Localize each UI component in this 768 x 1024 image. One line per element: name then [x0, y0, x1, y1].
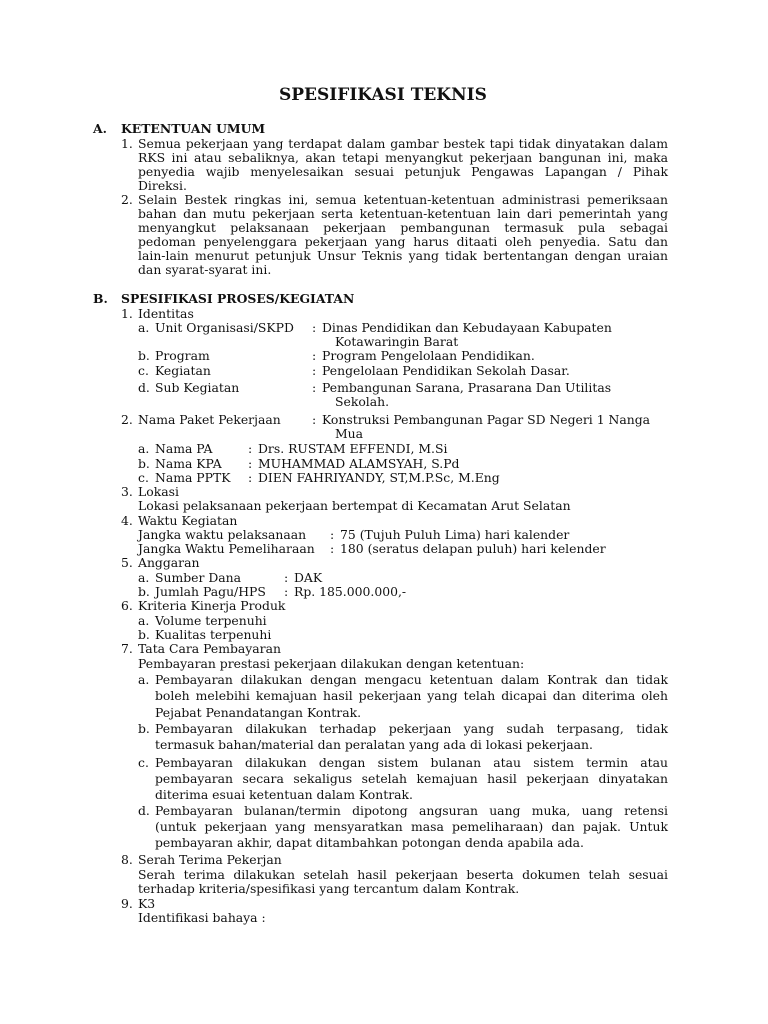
pejabat-c-label: Nama PPTK [155, 470, 231, 485]
section-a-item-1-number: 1. [121, 136, 133, 151]
section-a-heading: KETENTUAN UMUM [121, 121, 266, 136]
pembayaran-c-line: diterima esuai ketentuan dalam Kontrak. [155, 787, 413, 802]
pejabat-b-value: MUHAMMAD ALAMSYAH, S.Pd [258, 456, 460, 471]
b-item-7-number: 7. [121, 641, 133, 656]
b-item-1-label: Identitas [138, 306, 194, 321]
b-item-8-number: 8. [121, 852, 133, 867]
pejabat-a-sep: : [248, 441, 253, 456]
section-a-item-1-line: Direksi. [138, 178, 187, 193]
identitas-a-label: Unit Organisasi/SKPD [155, 320, 294, 335]
identitas-b-label: Program [155, 348, 210, 363]
pembayaran-b-letter: b. [138, 721, 150, 736]
anggaran-b-label: Jumlah Pagu/HPS [155, 584, 266, 599]
anggaran-a-sep: : [284, 570, 289, 585]
b-item-7-label: Tata Cara Pembayaran [138, 641, 281, 656]
pembayaran-d-line: pembayaran akhir, dapat ditambahkan potongan denda apabila ada. [155, 835, 584, 850]
b-item-9-number: 9. [121, 896, 133, 911]
pembayaran-c-line: Pembayaran dilakukan dengan sistem bulanan atau sistem termin atau [155, 755, 668, 770]
pembayaran-a-line: Pembayaran dilakukan dengan mengacu ketentuan dalam Kontrak dan tidak [155, 672, 668, 687]
pejabat-a-value: Drs. RUSTAM EFFENDI, M.Si [258, 441, 448, 456]
identitas-a-letter: a. [138, 320, 150, 335]
identitas-d-sep: : [312, 380, 317, 395]
section-a-item-1-line: Semua pekerjaan yang terdapat dalam gambar bestek tapi tidak dinyatakan dalam [138, 136, 668, 151]
anggaran-b-sep: : [284, 584, 289, 599]
identitas-c-letter: c. [138, 363, 149, 378]
identitas-b-letter: b. [138, 348, 150, 363]
b-item-6-number: 6. [121, 598, 133, 613]
pejabat-b-letter: b. [138, 456, 150, 471]
b-item-3-text: Lokasi pelaksanaan pekerjaan bertempat di Kecamatan Arut Selatan [138, 498, 571, 513]
page-title: SPESIFIKASI TEKNIS [279, 85, 487, 105]
serah-terima-line: terhadap kriteria/spesifikasi yang tercantum dalam Kontrak. [138, 881, 520, 896]
pejabat-b-label: Nama KPA [155, 456, 222, 471]
identitas-d-label: Sub Kegiatan [155, 380, 240, 395]
anggaran-b-value: Rp. 185.000.000,- [294, 584, 407, 599]
identitas-c-label: Kegiatan [155, 363, 211, 378]
b-item-2-value: Konstruksi Pembangunan Pagar SD Negeri 1 Nanga [322, 412, 651, 427]
kriteria-b-letter: b. [138, 627, 150, 642]
identitas-a-sep: : [312, 320, 317, 335]
b-item-2-number: 2. [121, 412, 133, 427]
section-b-heading: SPESIFIKASI PROSES/KEGIATAN [121, 291, 355, 306]
b-item-9-label: K3 [138, 896, 156, 911]
pembayaran-b-line: termasuk bahan/material dan peralatan yang ada di lokasi pekerjaan. [155, 737, 593, 752]
identitas-c-sep: : [312, 363, 317, 378]
b-item-7-intro: Pembayaran prestasi pekerjaan dilakukan dengan ketentuan: [138, 656, 525, 671]
pembayaran-b-line: Pembayaran dilakukan terhadap pekerjaan yang sudah terpasang, tidak [155, 721, 668, 736]
pembayaran-a-line: Pejabat Penandatangan Kontrak. [155, 705, 362, 720]
section-a-item-1-line: RKS ini atau sebaliknya, akan tetapi menyangkut pekerjaan bangunan ini, maka [138, 150, 668, 165]
pembayaran-a-line: boleh melebihi kemajuan hasil pekerjaan yang telah dicapai dan diterima oleh [155, 688, 668, 703]
b-item-3-label: Lokasi [138, 484, 179, 499]
pejabat-c-value: DIEN FAHRIYANDY, ST,M.P.Sc, M.Eng [258, 470, 500, 485]
section-a-item-2-line: pedoman penyelenggara pekerjaan yang harus ditaati oleh penyedia. Satu dan [138, 234, 668, 249]
anggaran-a-label: Sumber Dana [155, 570, 242, 585]
waktu-pemeliharaan-sep: : [330, 541, 335, 556]
b-item-5-label: Anggaran [138, 555, 200, 570]
b-item-2-sep: : [312, 412, 317, 427]
pejabat-c-letter: c. [138, 470, 149, 485]
b-item-5-number: 5. [121, 555, 133, 570]
identitas-d-letter: d. [138, 380, 150, 395]
pembayaran-d-letter: d. [138, 803, 150, 818]
section-a-item-2-line: menyangkut pelaksanaan pekerjaan pembangunan termasuk pula sebagai [138, 220, 668, 235]
identitas-b-value: Program Pengelolaan Pendidikan. [322, 348, 535, 363]
identitas-c-value: Pengelolaan Pendidikan Sekolah Dasar. [322, 363, 570, 378]
waktu-pelaksanaan-value: 75 (Tujuh Puluh Lima) hari kalender [340, 527, 570, 542]
identitas-a-value: Dinas Pendidikan dan Kebudayaan Kabupaten [322, 320, 612, 335]
b-item-4-label: Waktu Kegiatan [138, 513, 238, 528]
b-item-4-number: 4. [121, 513, 133, 528]
waktu-pelaksanaan-label: Jangka waktu pelaksanaan [138, 527, 307, 542]
identitas-a-value-cont: Kotawaringin Barat [335, 334, 459, 349]
section-a-item-2-line: bahan dan mutu pekerjaan serta ketentuan-ketentuan lain dari pemerintah yang [138, 206, 668, 221]
anggaran-a-value: DAK [294, 570, 323, 585]
b-item-6-label: Kriteria Kinerja Produk [138, 598, 286, 613]
serah-terima-line: Serah terima dilakukan setelah hasil pekerjaan beserta dokumen telah sesuai [138, 867, 668, 882]
b-item-2-label: Nama Paket Pekerjaan [138, 412, 281, 427]
pembayaran-a-letter: a. [138, 672, 150, 687]
pejabat-b-sep: : [248, 456, 253, 471]
section-a-item-2-number: 2. [121, 192, 133, 207]
b-item-2-value-cont: Mua [335, 426, 364, 441]
b-item-8-label: Serah Terima Pekerjan [138, 852, 282, 867]
section-b-letter: B. [93, 291, 108, 306]
pembayaran-d-line: Pembayaran bulanan/termin dipotong angsuran uang muka, uang retensi [155, 803, 668, 818]
anggaran-b-letter: b. [138, 584, 150, 599]
section-a-item-2-line: Selain Bestek ringkas ini, semua ketentuan-ketentuan administrasi pemeriksaan [138, 192, 668, 207]
pejabat-c-sep: : [248, 470, 253, 485]
section-a-item-1-line: penyedia wajib menyelesaikan sesuai petunjuk Pengawas Lapangan / Pihak [138, 164, 668, 179]
pejabat-a-label: Nama PA [155, 441, 213, 456]
kriteria-a-letter: a. [138, 613, 150, 628]
pembayaran-d-line: (untuk pekerjaan yang mensyaratkan masa pemeliharaan) dan pajak. Untuk [155, 819, 668, 834]
waktu-pelaksanaan-sep: : [330, 527, 335, 542]
waktu-pemeliharaan-label: Jangka Waktu Pemeliharaan [138, 541, 315, 556]
pembayaran-c-letter: c. [138, 755, 149, 770]
pejabat-a-letter: a. [138, 441, 150, 456]
identitas-d-value-cont: Sekolah. [335, 394, 390, 409]
b-item-3-number: 3. [121, 484, 133, 499]
identitas-b-sep: : [312, 348, 317, 363]
pembayaran-c-line: pembayaran secara sekaligus setelah kemajuan hasil pekerjaan dinyatakan [155, 771, 668, 786]
anggaran-a-letter: a. [138, 570, 150, 585]
kriteria-b-text: Kualitas terpenuhi [155, 627, 272, 642]
section-a-letter: A. [93, 121, 107, 136]
b-item-9-text: Identifikasi bahaya : [138, 910, 266, 925]
waktu-pemeliharaan-value: 180 (seratus delapan puluh) hari kelender [340, 541, 606, 556]
section-a-item-2-line: lain-lain menurut petunjuk Unsur Teknis yang tidak bertentangan dengan uraian [138, 248, 668, 263]
section-a-item-2-line: dan syarat-syarat ini. [138, 262, 272, 277]
kriteria-a-text: Volume terpenuhi [155, 613, 267, 628]
identitas-d-value: Pembangunan Sarana, Prasarana Dan Utilitas [322, 380, 612, 395]
b-item-1-number: 1. [121, 306, 133, 321]
